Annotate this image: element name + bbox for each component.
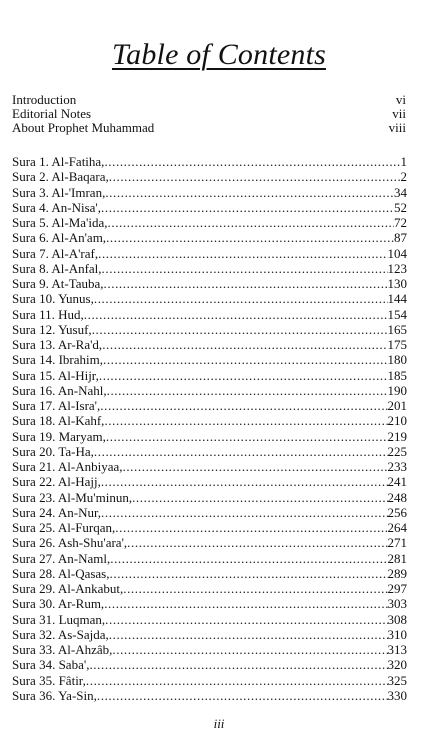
entry-page: 210: [387, 413, 407, 429]
entry-label: Sura 13. Ar-Ra'd,: [12, 337, 103, 352]
dot-leader: [102, 337, 387, 352]
toc-entry: [12, 291, 407, 306]
entry-label: Sura 32. As-Sajda,: [12, 626, 109, 642]
entry-page: 1: [400, 154, 407, 169]
toc-entry: [12, 337, 407, 352]
front-matter-entry: [12, 107, 406, 121]
entry-page: 256: [387, 504, 407, 520]
dot-leader: [110, 566, 388, 581]
entry-page: 34: [394, 184, 407, 200]
entry-label: Sura 21. Al-Anbiyaa,: [12, 459, 123, 474]
entry-label: Sura 3. Al-'Imran,: [12, 184, 106, 200]
toc-entry: [12, 413, 407, 428]
entry-page: 185: [387, 367, 407, 383]
entry-label: Sura 26. Ash-Shu'ara',: [12, 535, 128, 551]
entry-page: vii: [392, 106, 406, 121]
entry-label: Sura 27. An-Naml,: [12, 550, 111, 566]
entry-label: Introduction: [12, 92, 77, 107]
dot-leader: [101, 200, 394, 215]
entry-page: 87: [394, 230, 407, 246]
dot-leader: [115, 520, 387, 535]
dot-leader: [100, 398, 387, 413]
entry-page: 52: [394, 199, 407, 215]
toc-entry: [12, 581, 407, 596]
entry-label: Sura 18. Al-Kahf,: [12, 413, 105, 429]
dot-leader: [84, 307, 388, 322]
toc-entry: [12, 505, 407, 520]
entry-page: 281: [387, 550, 407, 566]
entry-page: 233: [387, 459, 407, 474]
dot-leader: [104, 154, 400, 169]
entry-page: 271: [387, 535, 407, 551]
entry-label: Sura 15. Al-Hijr,: [12, 367, 99, 383]
dot-leader: [106, 429, 388, 444]
front-matter-entry: [12, 121, 406, 135]
toc-entry: [12, 444, 407, 459]
entry-page: 144: [387, 291, 407, 307]
toc-entry: [12, 154, 407, 169]
entry-label: Sura 33. Al-Ahzâb,: [12, 642, 113, 657]
entry-label: Sura 1. Al-Fatiha,: [12, 154, 105, 169]
entry-label: Sura 36. Ya-Sin,: [12, 687, 97, 703]
entry-page: 219: [387, 428, 407, 444]
toc-entry: [12, 459, 407, 474]
entry-label: Sura 5. Al-Ma'ida,: [12, 215, 108, 230]
entry-label: Sura 22. Al-Hajj,: [12, 474, 101, 490]
entry-page: 330: [387, 687, 407, 703]
dot-leader: [99, 368, 388, 383]
dot-leader: [109, 169, 401, 184]
entry-page: 104: [387, 245, 407, 261]
toc-entry: [12, 383, 407, 398]
toc-entry: [12, 368, 407, 383]
dot-leader: [86, 673, 388, 688]
entry-label: Sura 14. Ibrahim,: [12, 352, 103, 368]
entry-label: Sura 10. Yunus,: [12, 291, 94, 307]
entry-label: Sura 28. Al-Qasas,: [12, 565, 110, 581]
entry-page: 175: [387, 337, 407, 352]
page-title: Table of Contents: [112, 38, 326, 71]
entry-page: 248: [387, 489, 407, 505]
toc-entry: [12, 474, 407, 489]
toc-entry: [12, 566, 407, 581]
toc-entry: [12, 673, 407, 688]
entry-label: Sura 25. Al-Furqan,: [12, 520, 116, 535]
dot-leader: [132, 490, 387, 505]
toc-entry: [12, 169, 407, 184]
entry-page: 201: [387, 398, 407, 413]
page-number: iii: [213, 716, 225, 731]
entry-page: 123: [387, 260, 407, 276]
entry-page: 303: [387, 596, 407, 612]
entry-page: 264: [387, 520, 407, 535]
dot-leader: [110, 551, 387, 566]
toc-entry: [12, 200, 407, 215]
entry-page: 165: [387, 321, 407, 337]
entry-label: Sura 4. An-Nisa',: [12, 199, 102, 215]
entry-label: Sura 6. Al-An'am,: [12, 230, 107, 246]
front-matter-entry: [12, 93, 406, 107]
entry-label: Sura 29. Al-Ankabut,: [12, 581, 124, 596]
entry-label: Sura 9. At-Tauba,: [12, 276, 104, 291]
entry-page: 190: [387, 382, 407, 398]
entry-label: Sura 2. Al-Baqara,: [12, 169, 109, 185]
dot-leader: [102, 261, 388, 276]
dot-leader: [103, 352, 388, 367]
entry-page: 154: [387, 306, 407, 322]
entry-label: Sura 12. Yusuf,: [12, 321, 92, 337]
entry-page: 241: [387, 474, 407, 490]
front-matter-list: [12, 93, 406, 135]
toc-entry: [12, 520, 407, 535]
entry-page: 320: [387, 657, 407, 673]
entry-page: 308: [387, 611, 407, 627]
toc-entry: [12, 185, 407, 200]
entry-label: Sura 34. Saba',: [12, 657, 90, 673]
dot-leader: [108, 215, 395, 230]
dot-leader: [122, 459, 387, 474]
entry-label: Sura 30. Ar-Rum,: [12, 596, 105, 612]
entry-page: 289: [387, 565, 407, 581]
dot-leader: [104, 413, 387, 428]
entry-label: Sura 7. Al-A'raf,: [12, 245, 99, 261]
dot-leader: [105, 612, 387, 627]
dot-leader: [107, 383, 388, 398]
toc-entry: [12, 398, 407, 413]
dot-leader: [94, 444, 388, 459]
entry-page: 180: [387, 352, 407, 368]
toc-entry: [12, 215, 407, 230]
dot-leader: [98, 246, 387, 261]
entry-page: 225: [387, 443, 407, 459]
dot-leader: [89, 657, 387, 672]
toc-entry: [12, 230, 407, 245]
toc-entry: [12, 612, 407, 627]
toc-entry: [12, 246, 407, 261]
toc-entry: [12, 627, 407, 642]
entry-page: 130: [387, 276, 407, 291]
dot-leader: [92, 322, 388, 337]
entry-label: Sura 11. Hud,: [12, 306, 84, 322]
toc-entry: [12, 596, 407, 611]
entry-page: vi: [395, 92, 406, 107]
entry-page: 325: [387, 672, 407, 688]
toc-entry: [12, 535, 407, 550]
dot-leader: [109, 627, 388, 642]
dot-leader: [101, 505, 387, 520]
dot-leader: [105, 185, 394, 200]
entry-page: 313: [387, 642, 407, 657]
entry-page: 72: [394, 215, 407, 230]
toc-entry: [12, 657, 407, 672]
entry-label: Sura 17. Al-Isra',: [12, 398, 101, 413]
dot-leader: [112, 642, 387, 657]
entry-label: Sura 16. An-Nahl,: [12, 382, 107, 398]
toc-entry: [12, 276, 407, 291]
entry-label: Sura 20. Ta-Ha,: [12, 443, 94, 459]
dot-leader: [123, 581, 387, 596]
entry-label: Sura 8. Al-Anfal,: [12, 260, 102, 276]
entry-label: Sura 35. Fâtir,: [12, 672, 86, 688]
entry-label: Sura 24. An-Nur,: [12, 504, 102, 520]
toc-entry: [12, 261, 407, 276]
dot-leader: [106, 230, 394, 245]
entry-label: Sura 19. Maryam,: [12, 428, 106, 444]
entry-label: Sura 23. Al-Mu'minun,: [12, 489, 133, 505]
toc-entry: [12, 352, 407, 367]
dot-leader: [101, 474, 388, 489]
dot-leader: [97, 688, 388, 703]
dot-leader: [104, 596, 387, 611]
entry-page: 297: [387, 581, 407, 596]
toc-entry: [12, 307, 407, 322]
dot-leader: [127, 535, 387, 550]
entry-page: 310: [387, 626, 407, 642]
dot-leader: [104, 276, 388, 291]
entry-page: viii: [388, 120, 406, 135]
entry-page: 2: [400, 169, 407, 185]
toc-entry: [12, 322, 407, 337]
toc-entry: [12, 688, 407, 703]
toc-entry: [12, 551, 407, 566]
toc-entry: [12, 429, 407, 444]
sura-list: [12, 154, 407, 703]
toc-entry: [12, 490, 407, 505]
dot-leader: [94, 291, 388, 306]
entry-label: About Prophet Muhammad: [12, 120, 155, 135]
toc-entry: [12, 642, 407, 657]
entry-label: Sura 31. Luqman,: [12, 611, 106, 627]
entry-label: Editorial Notes: [12, 106, 92, 121]
